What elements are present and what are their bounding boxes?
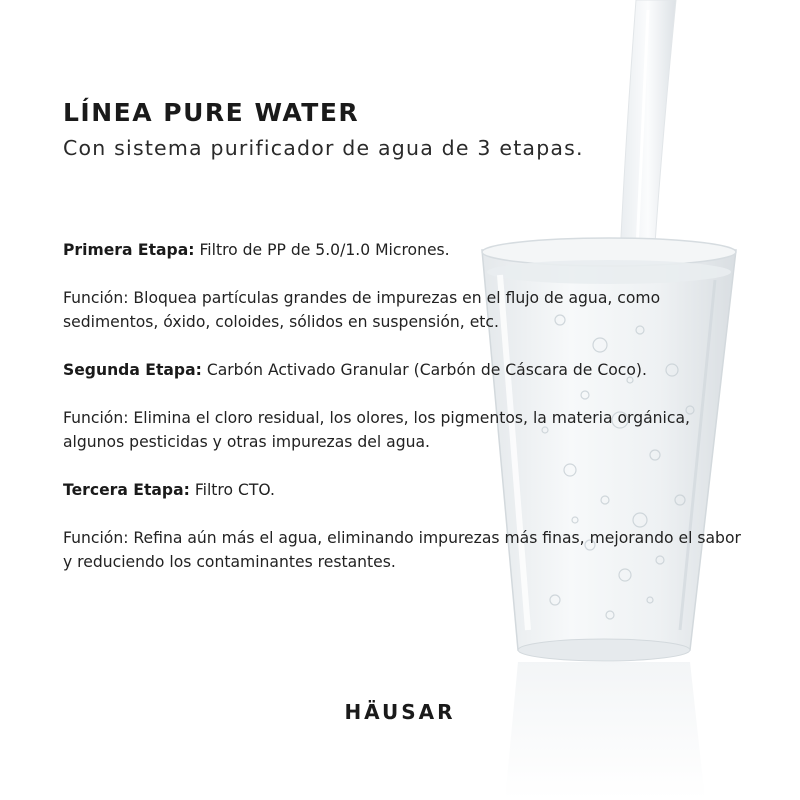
stage-2: [63, 358, 743, 382]
stage-3-label: Tercera Etapa:: [63, 481, 190, 499]
stage-2-label: Segunda Etapa:: [63, 361, 202, 379]
glass-reflection: [505, 662, 705, 800]
stage-3-function: Función: Refina aún más el agua, eliminando impurezas más finas, mejorando el sabor y reduciendo los contaminantes restantes.: [63, 529, 741, 571]
stage-1: [63, 238, 743, 262]
stage-3-value: Filtro CTO.: [194, 481, 276, 499]
brand-logo: HÄUSAR: [344, 700, 456, 724]
stage-1-value: Filtro de PP de 5.0/1.0 Micrones.: [199, 241, 450, 259]
stage-3: [63, 478, 743, 502]
page-title: LÍNEA PURE WATER: [63, 98, 360, 127]
stage-1-function: Función: Bloquea partículas grandes de impurezas en el flujo de agua, como sedimentos, óxido, coloides, sólidos en suspensión, etc.: [63, 289, 661, 331]
stage-2-function: Función: Elimina el cloro residual, los olores, los pigmentos, la materia orgánica, algunos pesticidas y otras impurezas del agua.: [63, 409, 690, 451]
page-subtitle: Con sistema purificador de agua de 3 etapas.: [63, 136, 584, 160]
stage-2-value: Carbón Activado Granular (Carbón de Cáscara de Coco).: [206, 361, 647, 379]
stages-list: [63, 238, 743, 598]
stage-1-label: Primera Etapa:: [63, 241, 195, 259]
